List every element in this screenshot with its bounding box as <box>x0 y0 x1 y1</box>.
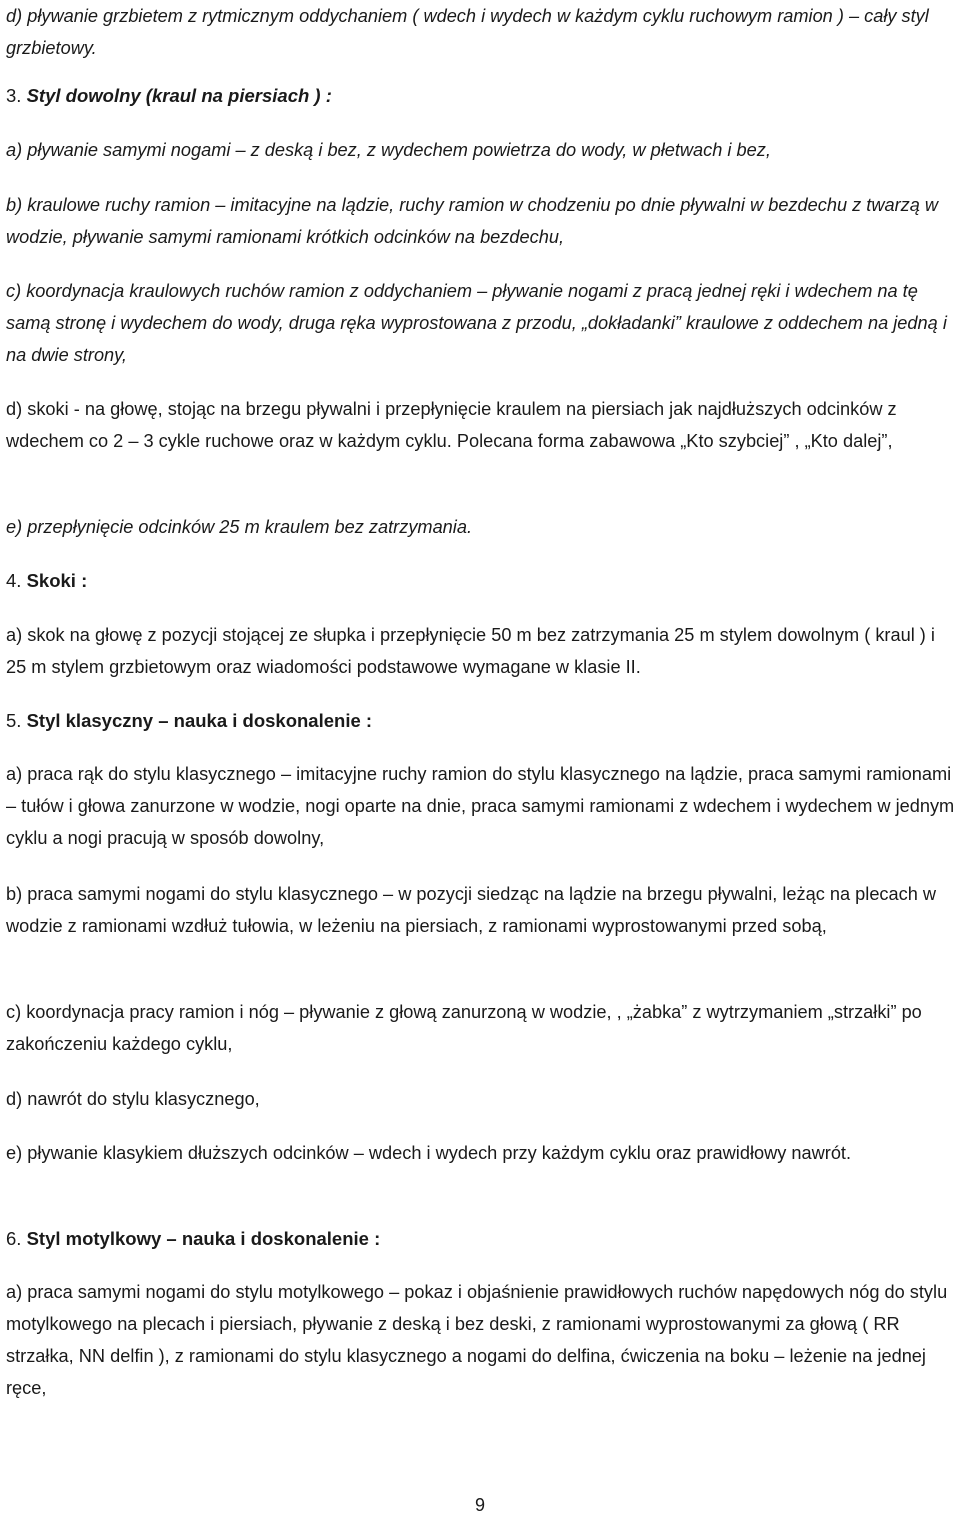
heading-number: 6. <box>6 1228 22 1249</box>
page-number: 9 <box>474 1495 485 1515</box>
heading-title: Skoki : <box>26 570 88 591</box>
paragraph-5c: c) koordynacja pracy ramion i nóg – pływanie z głową zanurzoną w wodzie, , „żabka” z wytrzymaniem „strzałki” po zakończeniu każdego cyklu, <box>6 1002 922 1054</box>
paragraph-3e: e) przepłynięcie odcinków 25 m kraulem bez zatrzymania. <box>6 517 473 537</box>
heading-number: 4. <box>6 570 22 591</box>
heading-title: Styl dowolny (kraul na piersiach ) : <box>26 85 332 106</box>
paragraph-6a: a) praca samymi nogami do stylu motylkowego – pokaz i objaśnienie prawidłowych ruchów napędowych nóg do stylu motylkowego na plecach i piersiach, pływanie z deską i bez deski, z ramionami wyprostowanymi za głową ( RR strzałka, NN delfin ), z ramionami do stylu klasycznego a nogami do delfina, ćwiczenia na boku – leżenie na jednej ręce, <box>6 1282 948 1398</box>
heading-jumps <box>6 565 956 597</box>
paragraph-3c: c) koordynacja kraulowych ruchów ramion z oddychaniem – pływanie nogami z pracą jednej ręki i wdechem na tę samą stronę i wydechem do wody, druga ręka wyprostowana z przodu, „dokładanki” kraulowe z oddechem na jedną i na dwie strony, <box>6 281 947 365</box>
paragraph-5a: a) praca rąk do stylu klasycznego – imitacyjne ruchy ramion do stylu klasycznego na lądzie, praca samymi ramionami – tułów i głowa zanurzone w wodzie, nogi oparte na dnie, praca samymi ramionami z wdechem i wydechem w jednym cyklu a nogi pracują w sposób dowolny, <box>6 764 955 848</box>
heading-freestyle <box>6 80 956 112</box>
heading-breaststroke <box>6 705 956 737</box>
paragraph-5e: e) pływanie klasykiem dłuższych odcinków – wdech i wydech przy każdym cyklu oraz prawidłowy nawrót. <box>6 1143 852 1163</box>
paragraph-3b: b) kraulowe ruchy ramion – imitacyjne na lądzie, ruchy ramion w chodzeniu po dnie pływalni w bezdechu z twarzą w wodzie, pływanie samymi ramionami krótkich odcinków na bezdechu, <box>6 195 939 247</box>
paragraph-3d-backstroke: d) pływanie grzbietem z rytmicznym oddychaniem ( wdech i wydech w każdym cyklu ruchowym ramion ) – cały styl grzbietowy. <box>6 6 929 58</box>
paragraph-3d: d) skoki - na głowę, stojąc na brzegu pływalni i przepłynięcie kraulem na piersiach jak najdłuższych odcinków z wdechem co 2 – 3 cykle ruchowe oraz w każdym cyklu. Polecana forma zabawowa „Kto szybciej” , „Kto dalej”, <box>6 399 897 451</box>
heading-butterfly <box>6 1223 956 1255</box>
paragraph-3a: a) pływanie samymi nogami – z deską i bez, z wydechem powietrza do wody, w płetwach i bez, <box>6 140 771 160</box>
paragraph-5b: b) praca samymi nogami do stylu klasycznego – w pozycji siedząc na lądzie na brzegu pływalni, leżąc na plecach w wodzie z ramionami wzdłuż tułowia, w leżeniu na piersiach, z ramionami wyprostowanymi przed sobą, <box>6 884 937 936</box>
heading-title: Styl motylkowy – nauka i doskonalenie : <box>26 1228 381 1249</box>
heading-title: Styl klasyczny – nauka i doskonalenie : <box>26 710 373 731</box>
heading-number: 3. <box>6 85 22 106</box>
paragraph-5d: d) nawrót do stylu klasycznego, <box>6 1089 260 1109</box>
paragraph-4a: a) skok na głowę z pozycji stojącej ze słupka i przepłynięcie 50 m bez zatrzymania 25 m stylem dowolnym ( kraul ) i 25 m stylem grzbietowym oraz wiadomości podstawowe wymagane w klasie II. <box>6 625 935 677</box>
heading-number: 5. <box>6 710 22 731</box>
